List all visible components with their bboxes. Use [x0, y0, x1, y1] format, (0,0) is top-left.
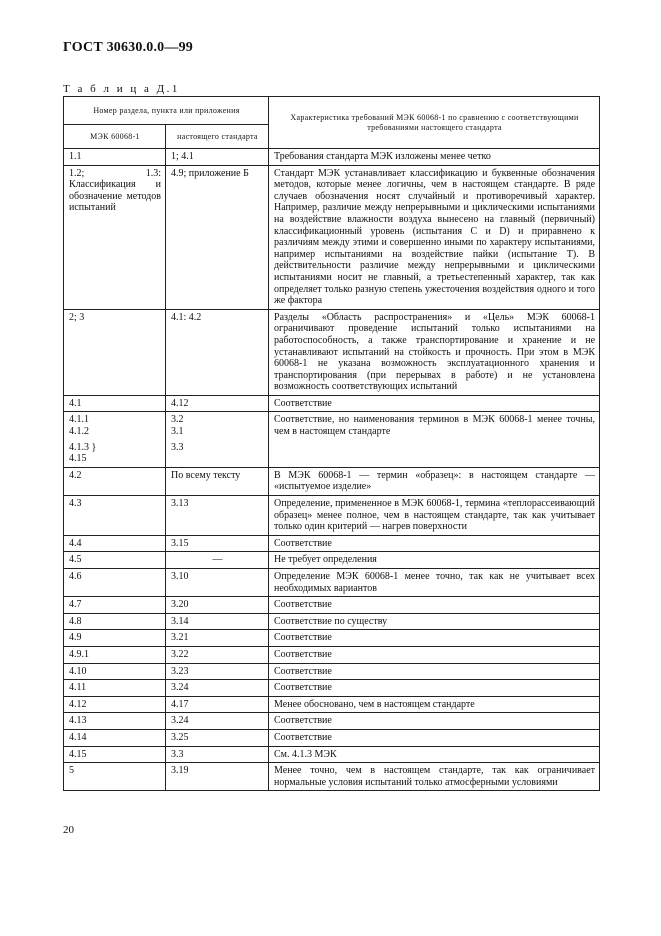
header-iec: МЭК 60068-1: [64, 125, 166, 149]
table-row: 1.2; 1.3: Классификация и обозначение методов испытаний 4.9; приложение Б Стандарт МЭК устанавливает классификацию и буквенные обозначения методов, которые менее логичны, чем в настоящем стандарте. В ряде случаев обозначения носят случайный и противоречивый характер. Например, различие между непрерывными и циклическими испытаниями на воздействие влажности воздуха вынесено на главный (первичный) классификационный уровень (испытания C и D) и приравнено к различиям между этими и совершенно иными по характеру испытаниями, например испытаниями на воздействие пайки (испытание T). В действительности различие между непрерывными и циклическими испытаниями носит не главный, а третьестепенный характер, так как определяет только разную степень ужесточения воздействия одного и того же фактора: [64, 165, 600, 309]
table-row: 4.11 3.24 Соответствие: [64, 680, 600, 697]
table-row: 4.7 3.20 Соответствие: [64, 597, 600, 614]
table-row: 4.6 3.10 Определение МЭК 60068-1 менее точно, так как не учитывает всех необходимых вариантов: [64, 569, 600, 597]
page-number: 20: [63, 824, 74, 836]
table-caption: Т а б л и ц а Д.1: [63, 83, 180, 95]
table-row: 4.4 3.15 Соответствие: [64, 535, 600, 552]
header-characteristic: Характеристика требований МЭК 60068-1 по сравнению с соответствующими требованиями настоящего стандарта: [269, 97, 600, 149]
table-row: 2; 3 4.1: 4.2 Разделы «Область распространения» и «Цель» МЭК 60068-1 ограничивают проведение испытаний только испытаниями на работоспособность, а также транспортирование и хранение и не устанавливают испытаний на стойкость и прочность. При этом в МЭК 60068-1 не указана возможность эксплуатационного хранения и транспортирования (при перерывах в работе) и не установлена возможность соответствующих испытаний: [64, 309, 600, 395]
document-header: ГОСТ 30630.0.0—99: [63, 40, 193, 55]
table-row: 1.1 1; 4.1 Требования стандарта МЭК изложены менее четко: [64, 149, 600, 166]
table-row: 4.5 — Не требует определения: [64, 552, 600, 569]
comparison-table: [63, 96, 600, 791]
table-row: 4.8 3.14 Соответствие по существу: [64, 613, 600, 630]
table-row: 4.13 3.24 Соответствие: [64, 713, 600, 730]
header-std: настоящего стандарта: [166, 125, 269, 149]
table-row: 4.14 3.25 Соответствие: [64, 729, 600, 746]
table-row: 4.12 4.17 Менее обосновано, чем в настоящем стандарте: [64, 696, 600, 713]
table-row: 4.2 По всему тексту В МЭК 60068-1 — термин «образец»: в настоящем стандарте — «испытуемое изделие»: [64, 467, 600, 495]
table-row: 5 3.19 Менее точно, чем в настоящем стандарте, так как ограничивает нормальные условия испытаний только атмосферными условиями: [64, 763, 600, 791]
table-row: 4.9 3.21 Соответствие: [64, 630, 600, 647]
table-row: 4.1.1 4.1.2 4.1.3 } 4.15 3.2 3.1 3.3 Соответствие, но наименования терминов в МЭК 60068-1 менее точны, чем в настоящем стандарте: [64, 412, 600, 467]
table-row: 4.1 4.12 Соответствие: [64, 395, 600, 412]
table-row: 4.15 3.3 См. 4.1.3 МЭК: [64, 746, 600, 763]
header-group: Номер раздела, пункта или приложения: [64, 97, 269, 125]
table-row: 4.10 3.23 Соответствие: [64, 663, 600, 680]
table-row: 4.9.1 3.22 Соответствие: [64, 646, 600, 663]
table-row: 4.3 3.13 Определение, примененное в МЭК 60068-1, термина «теплорассеивающий образец» менее полное, чем в настоящем стандарте, так как учитывает только один критерий — нагрев поверхности: [64, 496, 600, 536]
